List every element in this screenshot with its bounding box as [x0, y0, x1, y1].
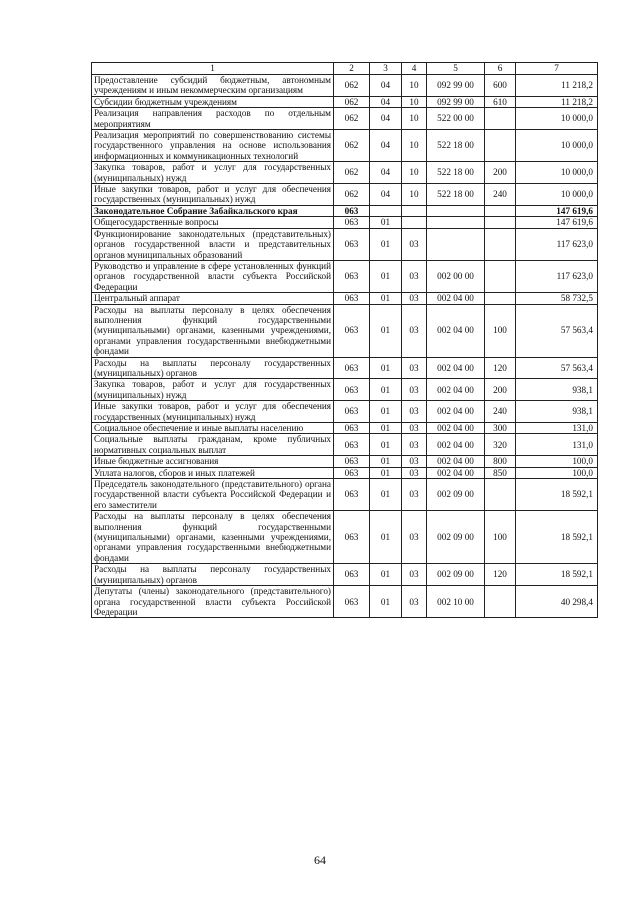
header-col-6: 6: [485, 63, 516, 75]
row-code-csr: 002 09 00: [427, 511, 485, 564]
row-code-vr: 200: [485, 162, 516, 184]
row-description: Общегосударственные вопросы: [92, 217, 334, 228]
row-amount: 40 298,4: [516, 586, 598, 618]
row-description: Социальные выплаты гражданам, кроме публичных нормативных социальных выплат: [92, 434, 334, 456]
row-code-pr: 03: [402, 467, 427, 478]
row-description: Расходы на выплаты персоналу в целях обеспечения выполнения функций государственными (муниципальными) органами, казенными учреждениями, органами управления государственными внебюджетными фондами: [92, 304, 334, 357]
table-row: [92, 260, 598, 292]
table-row: [92, 228, 598, 260]
row-code-gr: 063: [334, 260, 370, 292]
table-row: [92, 456, 598, 467]
row-code-rz: 01: [370, 228, 402, 260]
row-code-rz: 04: [370, 184, 402, 206]
header-col-2: 2: [334, 63, 370, 75]
row-code-vr: 120: [485, 564, 516, 586]
row-code-csr: [427, 228, 485, 260]
row-code-gr: 063: [334, 511, 370, 564]
table-header-row: [92, 63, 598, 75]
row-code-vr: 320: [485, 434, 516, 456]
row-code-gr: 062: [334, 130, 370, 162]
row-code-vr: 800: [485, 456, 516, 467]
row-code-rz: 04: [370, 130, 402, 162]
row-code-pr: 10: [402, 75, 427, 97]
row-code-gr: 062: [334, 75, 370, 97]
row-code-gr: 063: [334, 217, 370, 228]
row-code-rz: 01: [370, 401, 402, 423]
row-amount: 18 592,1: [516, 479, 598, 511]
row-amount: 57 563,4: [516, 357, 598, 379]
row-code-gr: 063: [334, 293, 370, 304]
row-code-vr: [485, 217, 516, 228]
row-amount: 10 000,0: [516, 162, 598, 184]
row-code-csr: 002 00 00: [427, 260, 485, 292]
table-row: [92, 357, 598, 379]
row-code-gr: 063: [334, 564, 370, 586]
row-code-pr: 10: [402, 162, 427, 184]
row-amount: 147 619,6: [516, 217, 598, 228]
header-col-7: 7: [516, 63, 598, 75]
row-code-vr: 100: [485, 304, 516, 357]
row-code-vr: 610: [485, 96, 516, 107]
row-description: Уплата налогов, сборов и иных платежей: [92, 467, 334, 478]
table-row: [92, 96, 598, 107]
row-code-csr: 002 04 00: [427, 379, 485, 401]
row-amount: 10 000,0: [516, 130, 598, 162]
table-row: [92, 205, 598, 216]
table-body: [92, 63, 598, 618]
row-code-pr: 03: [402, 423, 427, 434]
row-code-rz: 01: [370, 586, 402, 618]
row-code-rz: 04: [370, 75, 402, 97]
row-code-pr: 03: [402, 228, 427, 260]
row-code-pr: 03: [402, 401, 427, 423]
table-row: [92, 586, 598, 618]
row-code-csr: 002 09 00: [427, 479, 485, 511]
header-col-1: 1: [92, 63, 334, 75]
row-code-vr: 300: [485, 423, 516, 434]
row-description: Депутаты (члены) законодательного (представительного) органа государственной власти субъекта Российской Федерации: [92, 586, 334, 618]
table-row: [92, 423, 598, 434]
row-code-rz: 01: [370, 357, 402, 379]
row-description: Закупка товаров, работ и услуг для государственных (муниципальных) нужд: [92, 379, 334, 401]
row-code-gr: 063: [334, 423, 370, 434]
row-code-csr: 002 04 00: [427, 357, 485, 379]
row-code-rz: 04: [370, 162, 402, 184]
row-code-pr: 03: [402, 379, 427, 401]
row-code-csr: 002 04 00: [427, 304, 485, 357]
row-code-gr: 063: [334, 357, 370, 379]
row-description: Иные бюджетные ассигнования: [92, 456, 334, 467]
row-code-pr: 10: [402, 96, 427, 107]
row-description: Расходы на выплаты персоналу государственных (муниципальных) органов: [92, 357, 334, 379]
row-code-gr: 063: [334, 401, 370, 423]
row-code-gr: 063: [334, 479, 370, 511]
table-row: [92, 184, 598, 206]
row-code-pr: 03: [402, 456, 427, 467]
row-code-vr: [485, 479, 516, 511]
row-description: Расходы на выплаты персоналу государственных (муниципальных) органов: [92, 564, 334, 586]
row-amount: 117 623,0: [516, 228, 598, 260]
row-amount: 57 563,4: [516, 304, 598, 357]
table-row: [92, 130, 598, 162]
row-code-rz: 01: [370, 379, 402, 401]
header-col-5: 5: [427, 63, 485, 75]
row-code-gr: 063: [334, 379, 370, 401]
row-code-vr: 200: [485, 379, 516, 401]
row-code-vr: [485, 293, 516, 304]
row-code-vr: [485, 260, 516, 292]
row-code-csr: 002 04 00: [427, 401, 485, 423]
row-code-pr: 03: [402, 564, 427, 586]
row-code-csr: 002 04 00: [427, 456, 485, 467]
row-code-rz: 01: [370, 564, 402, 586]
row-code-vr: 850: [485, 467, 516, 478]
table-row: [92, 293, 598, 304]
row-amount: 147 619,6: [516, 205, 598, 216]
row-code-pr: 10: [402, 130, 427, 162]
table-row: [92, 467, 598, 478]
page-number: 64: [314, 853, 326, 867]
row-amount: 131,0: [516, 423, 598, 434]
row-code-csr: 002 04 00: [427, 434, 485, 456]
row-code-vr: [485, 108, 516, 130]
row-code-pr: 03: [402, 479, 427, 511]
row-description: Реализация мероприятий по совершенствованию системы государственного управления на основе использования информационных и коммуникационных технологий: [92, 130, 334, 162]
row-code-csr: 002 09 00: [427, 564, 485, 586]
row-amount: 117 623,0: [516, 260, 598, 292]
row-description: Реализация направления расходов по отдельным мероприятиям: [92, 108, 334, 130]
row-code-csr: [427, 217, 485, 228]
row-code-rz: 01: [370, 456, 402, 467]
row-amount: 18 592,1: [516, 564, 598, 586]
row-code-csr: 002 04 00: [427, 467, 485, 478]
row-code-pr: 10: [402, 184, 427, 206]
row-code-gr: 063: [334, 304, 370, 357]
row-code-rz: 01: [370, 304, 402, 357]
row-code-rz: 04: [370, 108, 402, 130]
row-code-gr: 063: [334, 228, 370, 260]
row-code-pr: [402, 205, 427, 216]
row-code-csr: 522 18 00: [427, 162, 485, 184]
row-code-pr: 03: [402, 586, 427, 618]
row-description: Иные закупки товаров, работ и услуг для обеспечения государственных (муниципальных) нужд: [92, 184, 334, 206]
row-code-gr: 063: [334, 456, 370, 467]
row-code-gr: 062: [334, 162, 370, 184]
row-code-vr: [485, 205, 516, 216]
row-code-pr: [402, 217, 427, 228]
row-code-pr: 03: [402, 293, 427, 304]
row-description: Закупка товаров, работ и услуг для государственных (муниципальных) нужд: [92, 162, 334, 184]
row-code-gr: 062: [334, 108, 370, 130]
row-amount: 58 732,5: [516, 293, 598, 304]
row-code-csr: 522 18 00: [427, 130, 485, 162]
row-description: Расходы на выплаты персоналу в целях обеспечения выполнения функций государственными (муниципальными) органами, казенными учреждениями, органами управления государственными внебюджетными фондами: [92, 511, 334, 564]
row-description: Руководство и управление в сфере установленных функций органов государственной власти субъекта Российской Федерации: [92, 260, 334, 292]
row-code-pr: 03: [402, 357, 427, 379]
row-description: Центральный аппарат: [92, 293, 334, 304]
table-row: [92, 401, 598, 423]
row-code-pr: 10: [402, 108, 427, 130]
row-code-csr: 002 04 00: [427, 293, 485, 304]
row-description: Председатель законодательного (представительного) органа государственной власти субъекта Российской Федерации и его заместители: [92, 479, 334, 511]
row-code-rz: 01: [370, 479, 402, 511]
row-code-rz: [370, 205, 402, 216]
row-code-pr: 03: [402, 304, 427, 357]
row-code-vr: 240: [485, 184, 516, 206]
row-code-csr: [427, 205, 485, 216]
row-code-pr: 03: [402, 260, 427, 292]
row-amount: 100,0: [516, 467, 598, 478]
row-code-csr: 522 00 00: [427, 108, 485, 130]
row-description: Законодательное Собрание Забайкальского края: [92, 205, 334, 216]
row-code-pr: 03: [402, 511, 427, 564]
header-col-3: 3: [370, 63, 402, 75]
row-code-gr: 063: [334, 434, 370, 456]
row-code-vr: [485, 586, 516, 618]
table-row: [92, 511, 598, 564]
row-amount: 100,0: [516, 456, 598, 467]
table-row: [92, 217, 598, 228]
row-description: Предоставление субсидий бюджетным, автономным учреждениям и иным некоммерческим организациям: [92, 75, 334, 97]
row-description: Субсидии бюджетным учреждениям: [92, 96, 334, 107]
row-amount: 11 218,2: [516, 96, 598, 107]
header-col-4: 4: [402, 63, 427, 75]
row-code-csr: 002 04 00: [427, 423, 485, 434]
row-code-rz: 01: [370, 423, 402, 434]
row-code-csr: 522 18 00: [427, 184, 485, 206]
row-description: Функционирование законодательных (представительных) органов государственной власти и представительных органов муниципальных образований: [92, 228, 334, 260]
row-code-vr: 600: [485, 75, 516, 97]
row-code-gr: 063: [334, 467, 370, 478]
row-code-rz: 01: [370, 293, 402, 304]
table-row: [92, 434, 598, 456]
table-row: [92, 162, 598, 184]
row-code-rz: 01: [370, 434, 402, 456]
row-amount: 131,0: [516, 434, 598, 456]
row-amount: 938,1: [516, 379, 598, 401]
row-amount: 938,1: [516, 401, 598, 423]
table-row: [92, 379, 598, 401]
row-code-rz: 01: [370, 260, 402, 292]
row-code-vr: 240: [485, 401, 516, 423]
table-row: [92, 75, 598, 97]
row-code-rz: 04: [370, 96, 402, 107]
row-amount: 10 000,0: [516, 184, 598, 206]
row-code-csr: 002 10 00: [427, 586, 485, 618]
row-code-csr: 092 99 00: [427, 75, 485, 97]
row-amount: 10 000,0: [516, 108, 598, 130]
row-code-vr: 100: [485, 511, 516, 564]
row-code-rz: 01: [370, 467, 402, 478]
row-code-vr: [485, 228, 516, 260]
row-code-gr: 063: [334, 586, 370, 618]
row-code-vr: [485, 130, 516, 162]
row-code-rz: 01: [370, 217, 402, 228]
row-amount: 11 218,2: [516, 75, 598, 97]
row-description: Социальное обеспечение и иные выплаты населению: [92, 423, 334, 434]
budget-table: [91, 62, 598, 618]
row-code-gr: 062: [334, 184, 370, 206]
row-code-vr: 120: [485, 357, 516, 379]
row-amount: 18 592,1: [516, 511, 598, 564]
row-description: Иные закупки товаров, работ и услуг для обеспечения государственных (муниципальных) нужд: [92, 401, 334, 423]
table-row: [92, 479, 598, 511]
table-row: [92, 564, 598, 586]
row-code-gr: 063: [334, 205, 370, 216]
row-code-csr: 092 99 00: [427, 96, 485, 107]
row-code-rz: 01: [370, 511, 402, 564]
table-row: [92, 304, 598, 357]
row-code-pr: 03: [402, 434, 427, 456]
row-code-gr: 062: [334, 96, 370, 107]
table-row: [92, 108, 598, 130]
